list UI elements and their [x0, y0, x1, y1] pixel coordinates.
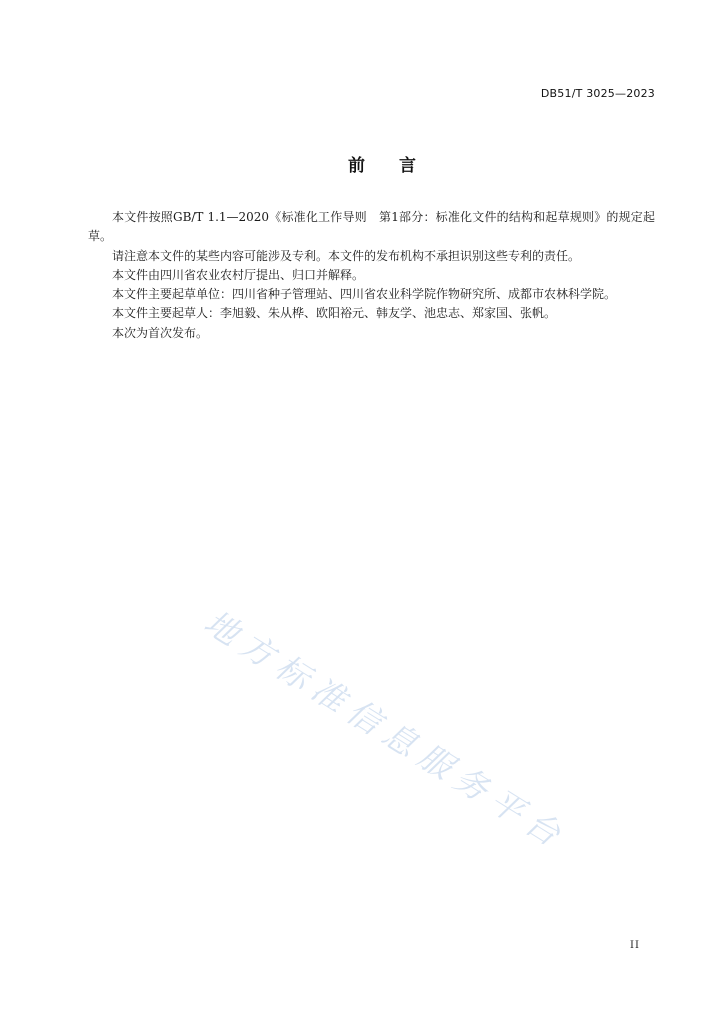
page-number: II [630, 940, 640, 951]
paragraph-patent-notice: 请注意本文件的某些内容可能涉及专利。本文件的发布机构不承担识别这些专利的责任。 [112, 248, 581, 263]
document-code: DB51/T 3025—2023 [540, 87, 655, 100]
paragraph-drafters: 本文件主要起草人：李旭毅、朱从桦、欧阳裕元、韩友学、池忠志、郑家国、张帆。 [112, 306, 557, 321]
paragraph-drafting-rules: 本文件按照GB/T 1.1—2020《标准化工作导则 第1部分：标准化文件的结构和起草规则》的规定起草。 [88, 210, 655, 244]
foreword-body [88, 208, 655, 343]
watermark-text: 地方标准信息服务平台 [197, 602, 575, 859]
paragraph-drafting-units: 本文件主要起草单位：四川省种子管理站、四川省农业科学院作物研究所、成都市农林科学院。 [112, 287, 617, 302]
paragraph-proposer: 本文件由四川省农业农村厅提出、归口并解释。 [112, 267, 365, 282]
page-title: 前 言 [348, 156, 416, 176]
paragraph-first-release: 本次为首次发布。 [112, 325, 209, 340]
